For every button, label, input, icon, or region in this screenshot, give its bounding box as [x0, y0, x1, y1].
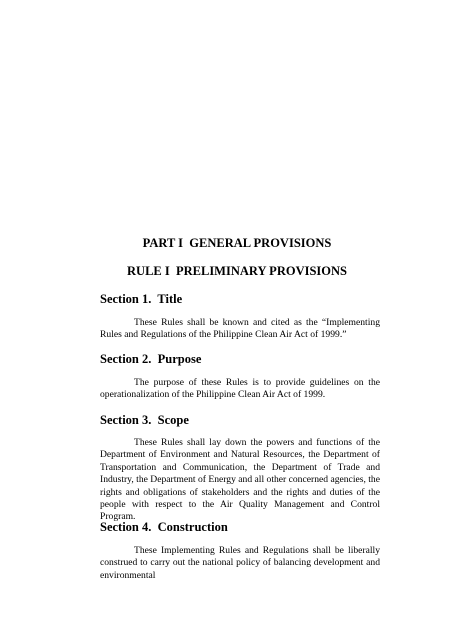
section-3-heading: Section 3. Scope	[100, 413, 189, 427]
section-1-body: These Rules shall be known and cited as the “Implementing Rules and Regulations of the Philippine Clean Air Act of 1999.”	[100, 317, 380, 341]
section-4-heading: Section 4. Construction	[100, 520, 228, 534]
rule-heading: RULE I PRELIMINARY PROVISIONS	[127, 264, 347, 278]
section-2-heading: Section 2. Purpose	[100, 352, 202, 366]
section-1-heading: Section 1. Title	[100, 292, 183, 306]
section-2-body: The purpose of these Rules is to provide guidelines on the operationalization of the Philippine Clean Air Act of 1999.	[100, 377, 380, 401]
part-heading: PART I GENERAL PROVISIONS	[142, 236, 332, 250]
section-4-body: These Implementing Rules and Regulations shall be liberally construed to carry out the national policy of balancing development and environmental	[100, 545, 380, 581]
section-3-body: These Rules shall lay down the powers and functions of the Department of Environment and Natural Resources, the Department of Transportation and Communication, the Department of Trade and Industry, the Department of Energy and all other concerned agencies, the rights and obligations of stakeholders and the rights and duties of the people with respect to the Air Quality Management and Control Program.	[100, 437, 380, 523]
